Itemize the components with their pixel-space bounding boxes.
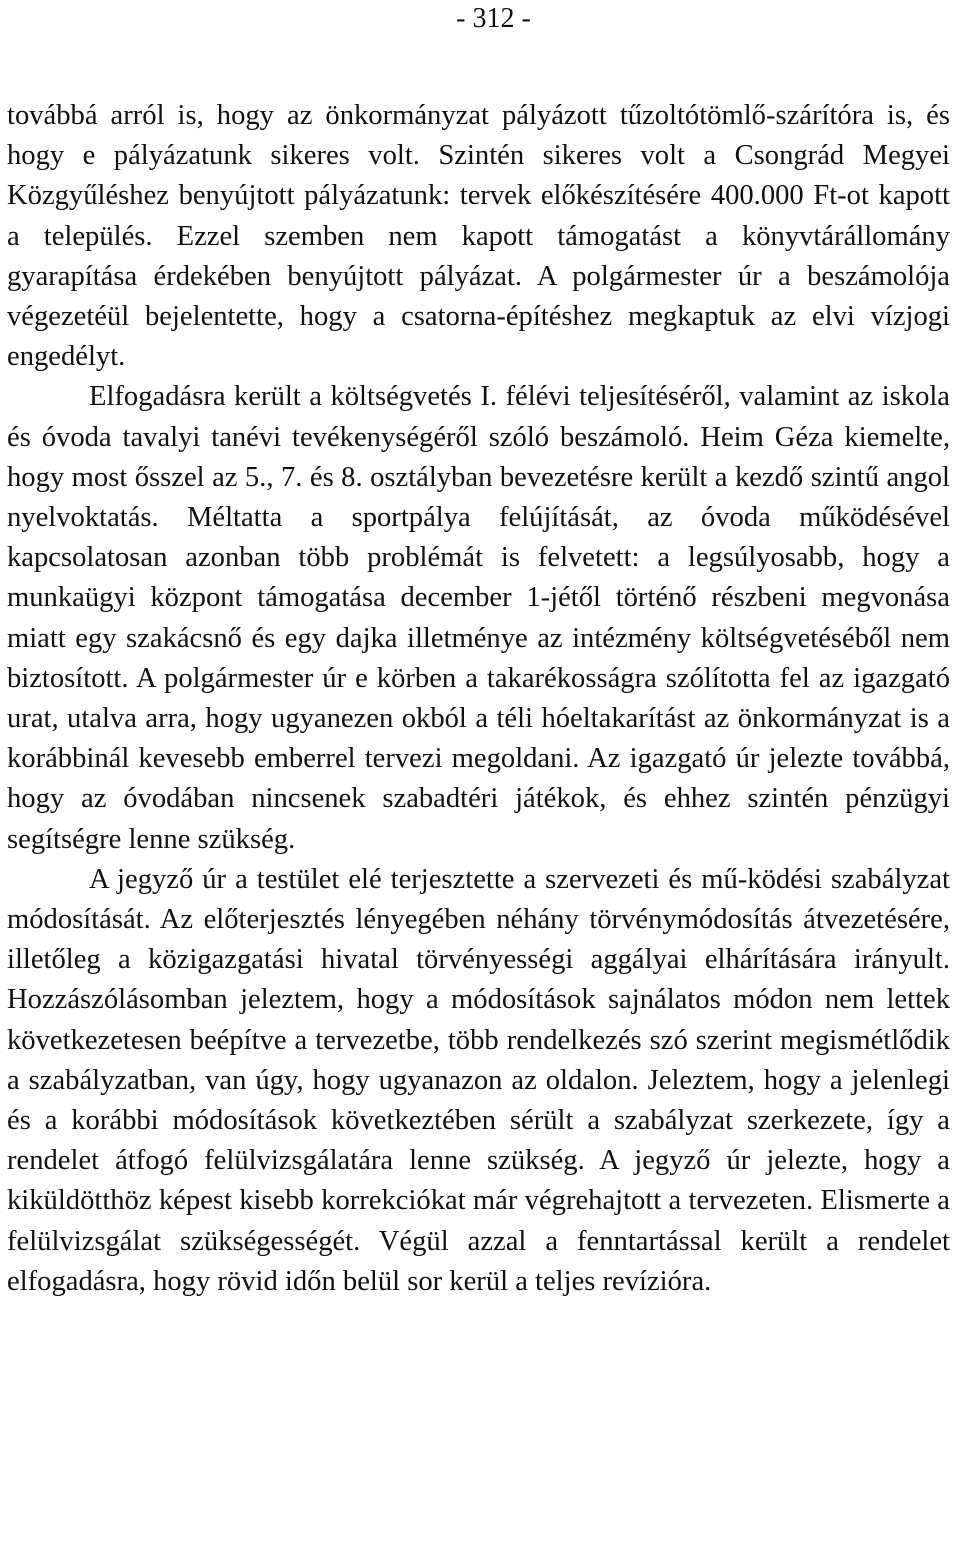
paragraph-2: Elfogadásra került a költségvetés I. félévi teljesítéséről, valamint az iskola és óvoda tavalyi tanévi tevékenységéről szóló beszámoló. Heim Géza kiemelte, hogy most ősszel az 5., 7. és 8. osztályban bevezetésre került a kezdő szintű angol nyelvoktatás. Méltatta a sportpálya felújítását, az óvoda működésével kapcsolatosan azonban több problémát is felvetett: a legsúlyosabb, hogy a munkaügyi központ támogatása december 1-jétől történő részbeni megvonása miatt egy szakácsnő és egy dajka illetménye az intézmény költségvetéséből nem biztosított. A polgármester úr e körben a takarékosságra szólította fel az igazgató urat, utalva arra, hogy ugyanezen okból a téli hóeltakarítást az önkormányzat is a korábbinál kevesebb emberrel tervezi megoldani. Az igazgató úr jelezte továbbá, hogy az óvodában nincsenek szabadtéri játékok, és ehhez szintén pénzügyi segítségre lenne szükség. [7,381,950,855]
paragraph-1: továbbá arról is, hogy az önkormányzat pályázott tűzoltótömlő-szárítóra is, és hogy e pályázatunk sikeres volt. Szintén sikeres volt a Csongrád Megyei Közgyűléshez benyújtott pályázatunk: tervek előkészítésére 400.000 Ft-ot kapott a település. Ezzel szemben nem kapott támogatást a könyvtárállomány gyarapítása érdekében benyújtott pályázat. A polgármester úr a beszámolója végezetéül bejelentette, hogy a csatorna-építéshez megkaptuk az elvi vízjogi engedélyt. [7,100,950,373]
page-number: - 312 - [456,3,531,34]
body-text [7,96,950,1302]
paragraph-3: A jegyző úr a testület elé terjesztette a szervezeti és mű-ködési szabályzat módosítását. Az előterjesztés lényegében néhány törvénymódosítás átvezetésére, illetőleg a közigazgatási hivatal törvényességi aggályai elhárítására irányult. Hozzászólásomban jeleztem, hogy a módosítások sajnálatos módon nem lettek következetesen beépítve a tervezetbe, több rendelkezés szó szerint megismétlődik a szabályzatban, van úgy, hogy ugyanazon az oldalon. Jeleztem, hogy a jelenlegi és a korábbi módosítások következtében sérült a szabályzat szerkezete, így a rendelet átfogó felülvizsgálatára lenne szükség. A jegyző úr jelezte, hogy a kiküldötthöz képest kisebb korrekciókat már végrehajtott a tervezeten. Elismerte a felülvizsgálat szükségességét. Végül azzal a fenntartással került a rendelet elfogadásra, hogy rövid időn belül sor kerül a teljes revízióra. [7,863,950,1297]
